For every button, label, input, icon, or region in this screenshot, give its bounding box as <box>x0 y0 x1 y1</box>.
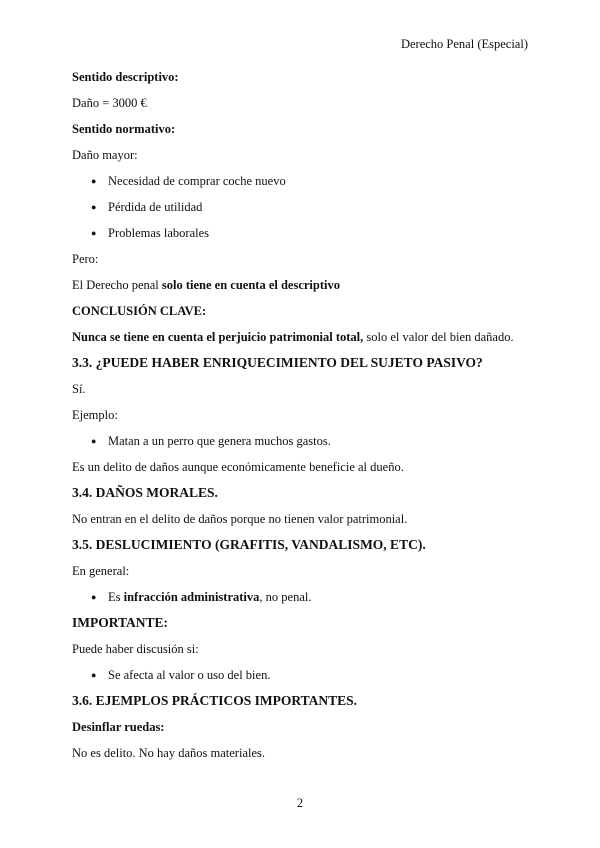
morales-text: No entran en el delito de daños porque no tienen valor patrimonial. <box>72 512 408 526</box>
discusion-text: Puede haber discusión si: <box>72 642 199 656</box>
list-item: ● Matan a un perro que genera muchos gastos. <box>72 428 532 454</box>
section-heading-3-5: 3.5. DESLUCIMIENTO (GRAFITIS, VANDALISMO, ETC). <box>72 537 426 552</box>
document-body <box>72 64 532 766</box>
list-item: ● Pérdida de utilidad <box>72 194 532 220</box>
conclusion-label: CONCLUSIÓN CLAVE: <box>72 304 207 318</box>
importante-label: IMPORTANTE: <box>72 615 169 630</box>
ejemplo-label: Ejemplo: <box>72 408 118 422</box>
sentido-normativo-label: Sentido normativo: <box>72 122 176 136</box>
list-item: ● Se afecta al valor o uso del bien. <box>72 662 532 688</box>
bullet-icon: ● <box>91 592 97 602</box>
section-heading-3-3: 3.3. ¿PUEDE HABER ENRIQUECIMIENTO DEL SUJETO PASIVO? <box>72 355 483 370</box>
derecho-penal-note: El Derecho penal solo tiene en cuenta el descriptivo <box>72 278 340 292</box>
dano-value: Daño = 3000 € <box>72 96 147 110</box>
delito-text: Es un delito de daños aunque económicamente beneficie al dueño. <box>72 460 404 474</box>
page-number: 2 <box>296 796 304 810</box>
bullet-icon: ● <box>91 228 97 238</box>
desinflar-text: No es delito. No hay daños materiales. <box>72 746 266 760</box>
bullet-icon: ● <box>91 176 97 186</box>
bullet-icon: ● <box>91 436 97 446</box>
si-text: Sí. <box>72 382 86 396</box>
pero: Pero: <box>72 252 99 266</box>
list-item: ● Es infracción administrativa, no penal. <box>72 584 532 610</box>
list-item: ● Necesidad de comprar coche nuevo <box>72 168 532 194</box>
en-general: En general: <box>72 564 130 578</box>
page-header: Derecho Penal (Especial) <box>400 37 528 51</box>
list-item: ● Problemas laborales <box>72 220 532 246</box>
bullet-icon: ● <box>91 670 97 680</box>
dano-mayor: Daño mayor: <box>72 148 138 162</box>
desinflar-label: Desinflar ruedas: <box>72 720 165 734</box>
section-heading-3-4: 3.4. DAÑOS MORALES. <box>72 485 218 500</box>
bullet-icon: ● <box>91 202 97 212</box>
sentido-descriptivo-label: Sentido descriptivo: <box>72 70 179 84</box>
section-heading-3-6: 3.6. EJEMPLOS PRÁCTICOS IMPORTANTES. <box>72 693 358 708</box>
conclusion-text: Nunca se tiene en cuenta el perjuicio patrimonial total, solo el valor del bien dañado. <box>72 330 514 344</box>
